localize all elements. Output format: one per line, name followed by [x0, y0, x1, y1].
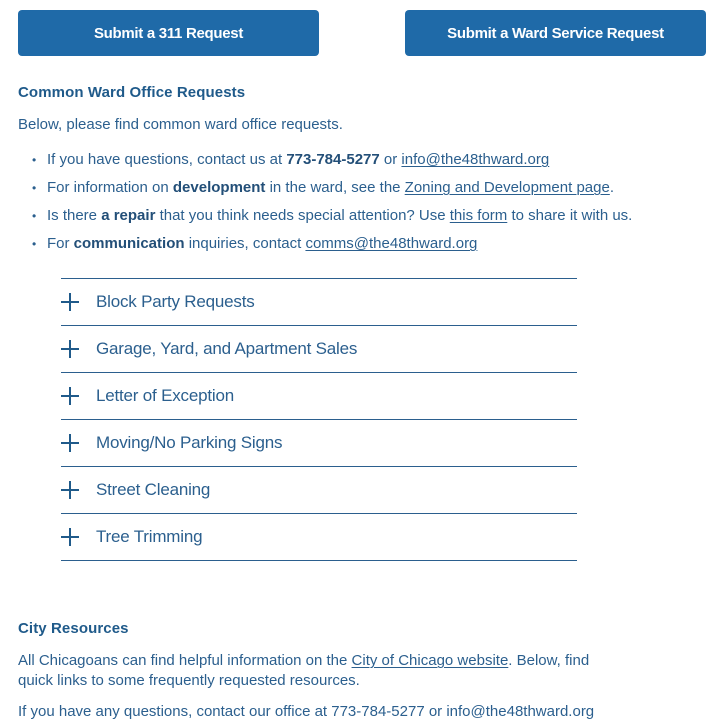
- info-email-link[interactable]: info@the48thward.org: [401, 151, 550, 168]
- accordion-item-tree-trimming[interactable]: Tree Trimming: [61, 514, 577, 561]
- bullet-repair: • Is there a repair that you think needs special attention? Use this form to share it with us.: [32, 204, 632, 232]
- comms-email-link[interactable]: comms@the48thward.org: [305, 235, 478, 252]
- accordion-item-letter-of-exception[interactable]: Letter of Exception: [61, 373, 577, 420]
- submit-311-request-button[interactable]: Submit a 311 Request: [18, 10, 319, 56]
- bullet-contact: • If you have questions, contact us at 773-784-5277 or info@the48thward.org: [32, 148, 632, 176]
- bullet-communication: • For communication inquiries, contact comms@the48thward.org: [32, 232, 632, 260]
- requests-accordion: [61, 278, 577, 561]
- accordion-item-parking-signs[interactable]: Moving/No Parking Signs: [61, 420, 577, 467]
- common-requests-intro: Below, please find common ward office requests.: [18, 116, 343, 133]
- phone-number: 773-784-5277: [286, 151, 380, 168]
- zoning-development-link[interactable]: Zoning and Development page: [404, 179, 610, 196]
- plus-icon: [61, 434, 79, 452]
- plus-icon: [61, 528, 79, 546]
- bullet-development: • For information on development in the ward, see the Zoning and Development page.: [32, 176, 632, 204]
- plus-icon: [61, 293, 79, 311]
- accordion-item-street-cleaning[interactable]: Street Cleaning: [61, 467, 577, 514]
- submit-ward-service-request-button[interactable]: Submit a Ward Service Request: [405, 10, 706, 56]
- city-resources-intro: All Chicagoans can find helpful information on the City of Chicago website. Below, find quick links to some frequently requested resources.: [18, 652, 590, 689]
- bullet-dot: •: [32, 181, 37, 195]
- city-resources-contact: If you have any questions, contact our office at 773-784-5277 or info@the48thward.org: [18, 703, 595, 720]
- accordion-item-block-party[interactable]: Block Party Requests: [61, 279, 577, 326]
- bullet-dot: •: [32, 209, 37, 223]
- requests-bullet-list: [32, 148, 632, 260]
- plus-icon: [61, 340, 79, 358]
- plus-icon: [61, 387, 79, 405]
- city-of-chicago-link[interactable]: City of Chicago website: [351, 652, 509, 669]
- bullet-dot: •: [32, 153, 37, 167]
- common-requests-heading: Common Ward Office Requests: [18, 84, 246, 101]
- repair-form-link[interactable]: this form: [449, 207, 508, 224]
- city-resources-heading: City Resources: [18, 620, 129, 637]
- accordion-item-garage-sales[interactable]: Garage, Yard, and Apartment Sales: [61, 326, 577, 373]
- bullet-dot: •: [32, 237, 37, 251]
- plus-icon: [61, 481, 79, 499]
